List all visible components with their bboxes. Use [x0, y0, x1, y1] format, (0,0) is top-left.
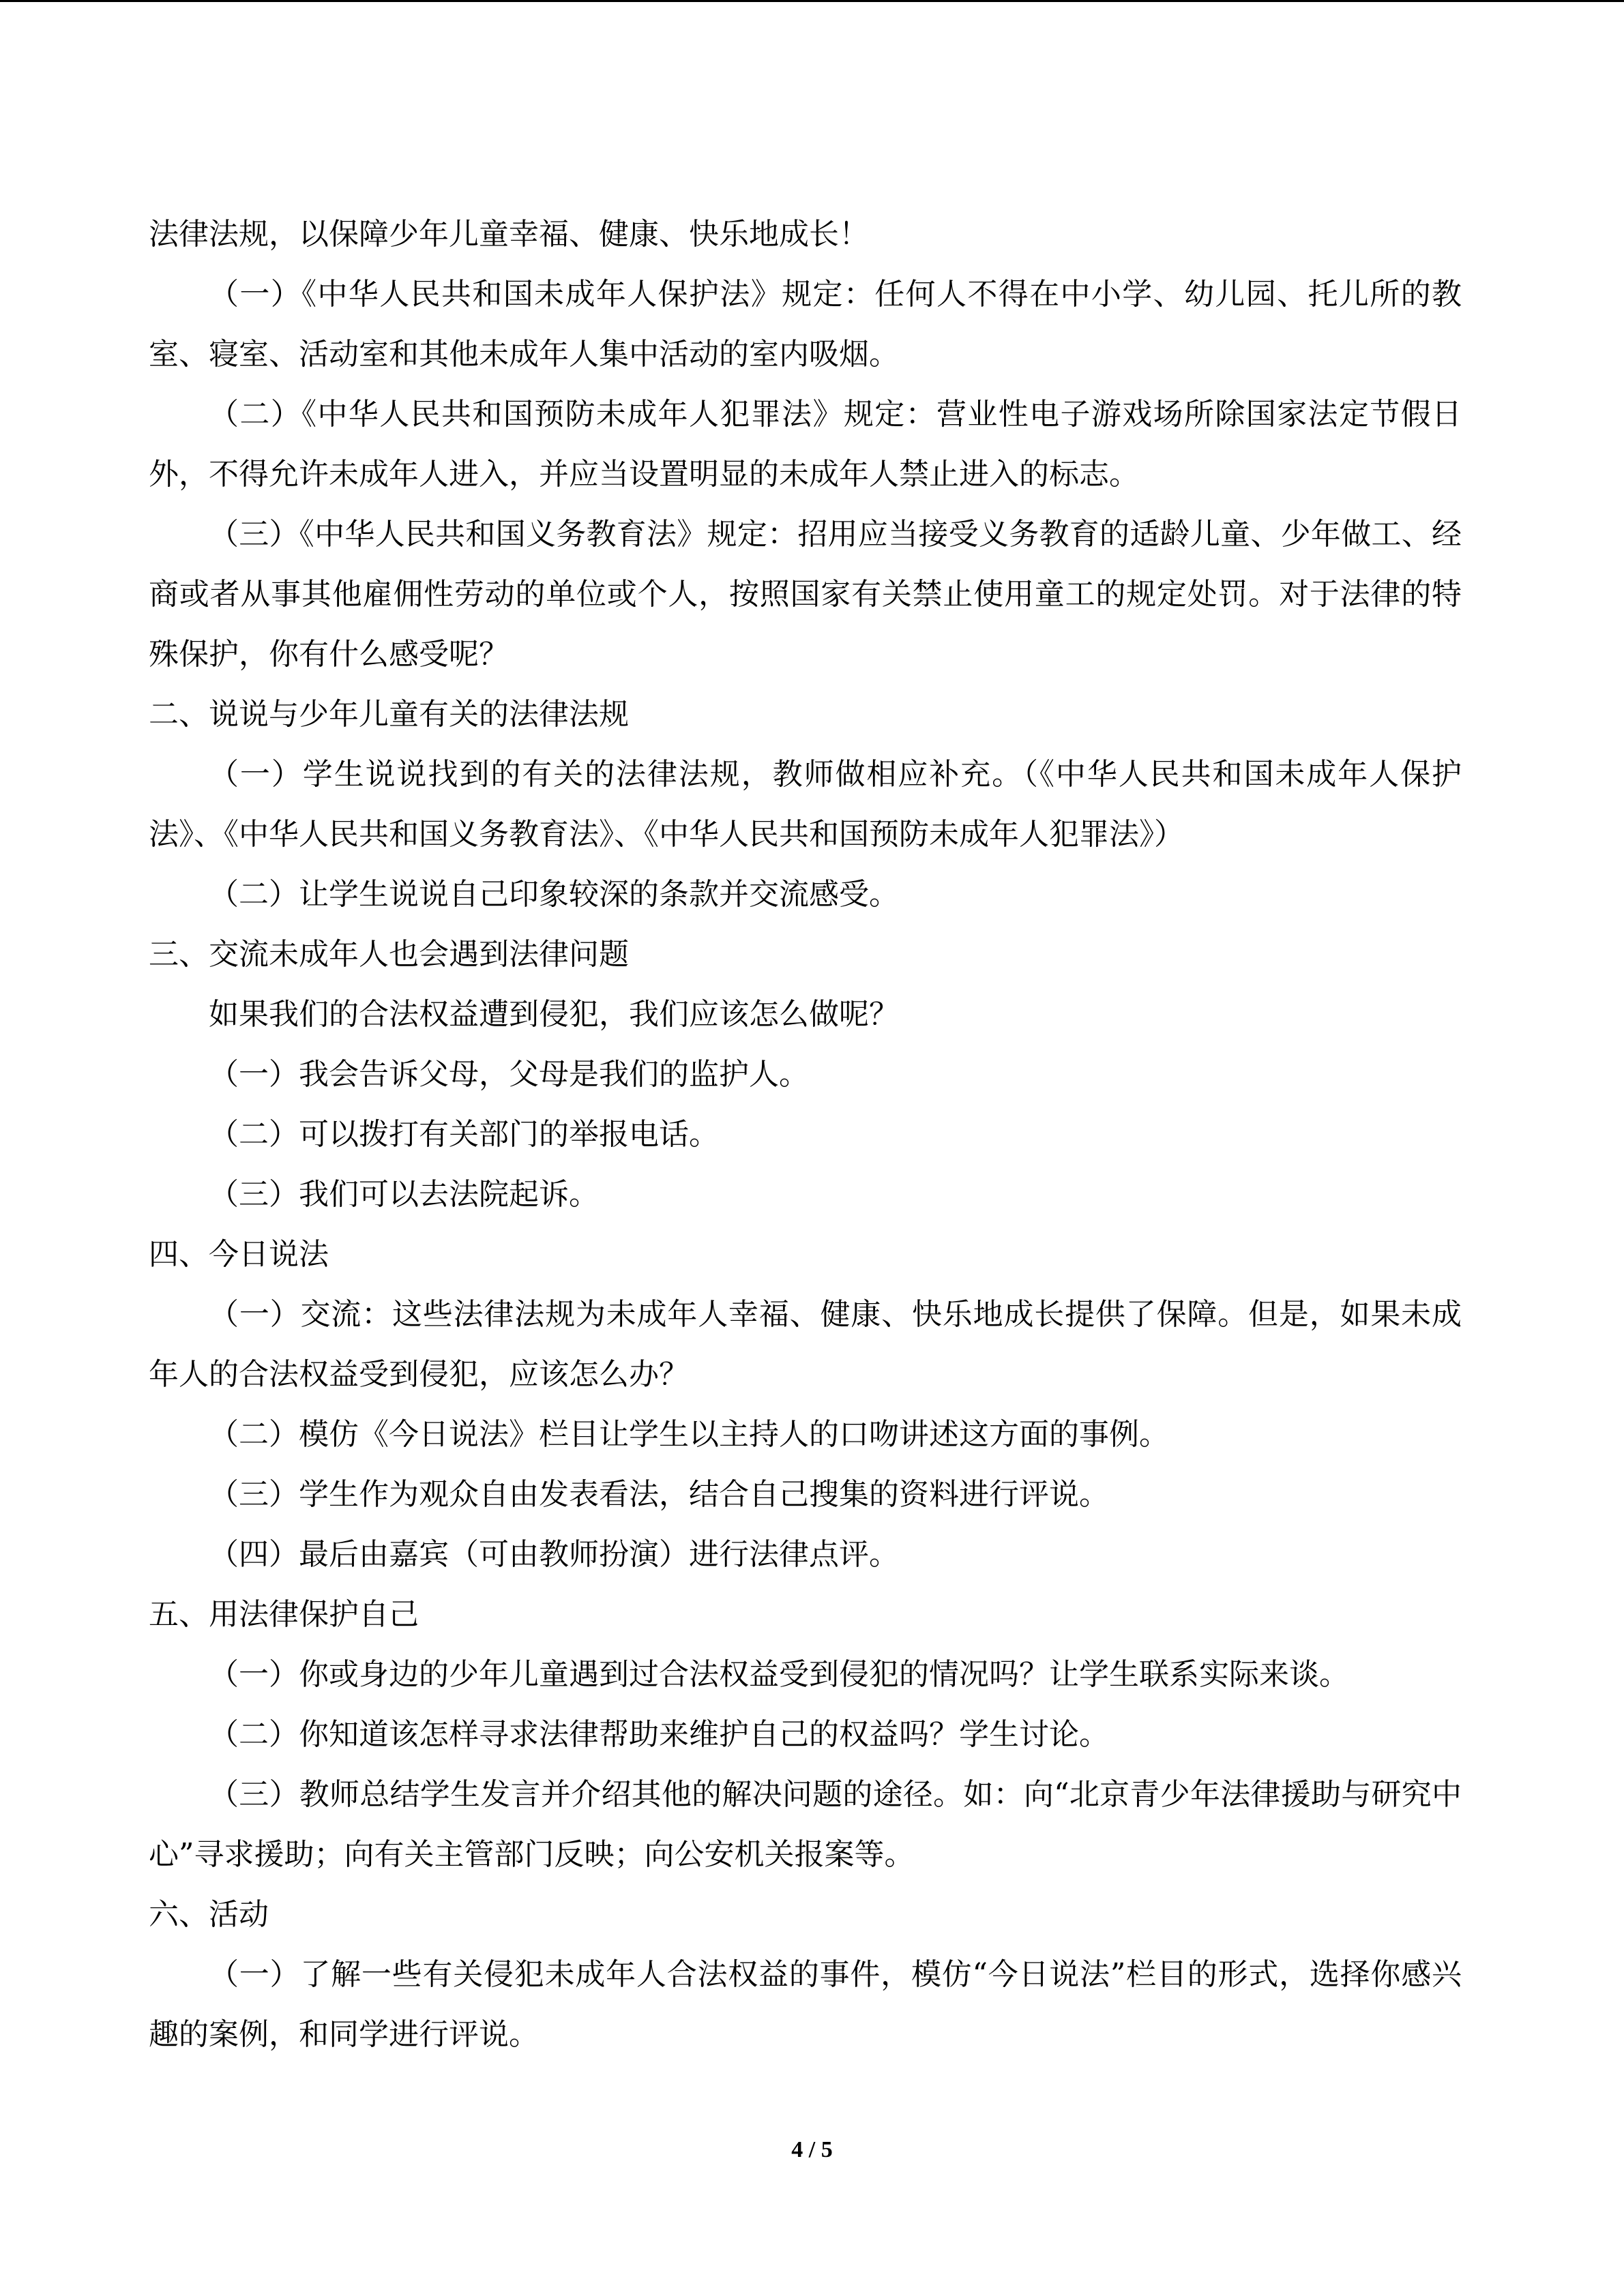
page-number: 4 / 5 — [791, 2137, 833, 2162]
section-heading-3: 三、交流未成年人也会遇到法律问题 — [149, 937, 629, 972]
paragraph-5-2: （二）你知道该怎样寻求法律帮助来维护自己的权益吗？学生讨论。 — [209, 1717, 1109, 1752]
paragraph-6-1: （一）了解一些有关侵犯未成年人合法权益的事件，模仿“今日说法”栏目的形式，选择你感兴趣的案例，和同学进行评说。 — [149, 1957, 1462, 2052]
top-border-rule — [0, 0, 1624, 2]
section-heading-2: 二、说说与少年儿童有关的法律法规 — [149, 697, 629, 732]
paragraph-crime-prevention-law: （二）《中华人民共和国预防未成年人犯罪法》规定：营业性电子游戏场所除国家法定节假日外，不得允许未成年人进入，并应当设置明显的未成年人禁止进入的标志。 — [149, 397, 1462, 492]
paragraph-continuation: 法律法规，以保障少年儿童幸福、健康、快乐地成长！ — [149, 217, 869, 252]
section-heading-6: 六、活动 — [149, 1897, 269, 1932]
paragraph-3-2: （二）可以拨打有关部门的举报电话。 — [209, 1117, 719, 1152]
section-heading-4: 四、今日说法 — [149, 1237, 329, 1272]
paragraph-2-1: （一）学生说说找到的有关的法律法规，教师做相应补充。（《中华人民共和国未成年人保护法》、《中华人民共和国义务教育法》、《中华人民共和国预防未成年人犯罪法》） — [149, 757, 1462, 852]
document-body — [149, 205, 1462, 2065]
paragraph-3-3: （三）我们可以去法院起诉。 — [209, 1177, 599, 1212]
paragraph-2-2: （二）让学生说说自己印象较深的条款并交流感受。 — [209, 877, 899, 912]
paragraph-4-1: （一）交流：这些法律法规为未成年人幸福、健康、快乐地成长提供了保障。但是，如果未成年人的合法权益受到侵犯，应该怎么办？ — [149, 1297, 1462, 1392]
paragraph-minor-protection-law: （一）《中华人民共和国未成年人保护法》规定：任何人不得在中小学、幼儿园、托儿所的教室、寝室、活动室和其他未成年人集中活动的室内吸烟。 — [149, 277, 1462, 372]
paragraph-5-3: （三）教师总结学生发言并介绍其他的解决问题的途径。如：向“北京青少年法律援助与研究中心”寻求援助；向有关主管部门反映；向公安机关报案等。 — [149, 1777, 1462, 1872]
paragraph-4-4: （四）最后由嘉宾（可由教师扮演）进行法律点评。 — [209, 1537, 899, 1572]
paragraph-5-1: （一）你或身边的少年儿童遇到过合法权益受到侵犯的情况吗？让学生联系实际来谈。 — [209, 1657, 1349, 1692]
paragraph-4-2: （二）模仿《今日说法》栏目让学生以主持人的口吻讲述这方面的事例。 — [209, 1417, 1169, 1452]
paragraph-3-intro: 如果我们的合法权益遭到侵犯，我们应该怎么做呢？ — [209, 997, 899, 1032]
paragraph-3-1: （一）我会告诉父母，父母是我们的监护人。 — [209, 1057, 809, 1092]
paragraph-compulsory-education-law: （三）《中华人民共和国义务教育法》规定：招用应当接受义务教育的适龄儿童、少年做工、经商或者从事其他雇佣性劳动的单位或个人，按照国家有关禁止使用童工的规定处罚。对于法律的特殊保护，你有什么感受呢？ — [149, 517, 1462, 672]
paragraph-4-3: （三）学生作为观众自由发表看法，结合自己搜集的资料进行评说。 — [209, 1477, 1109, 1512]
section-heading-5: 五、用法律保护自己 — [149, 1597, 419, 1632]
